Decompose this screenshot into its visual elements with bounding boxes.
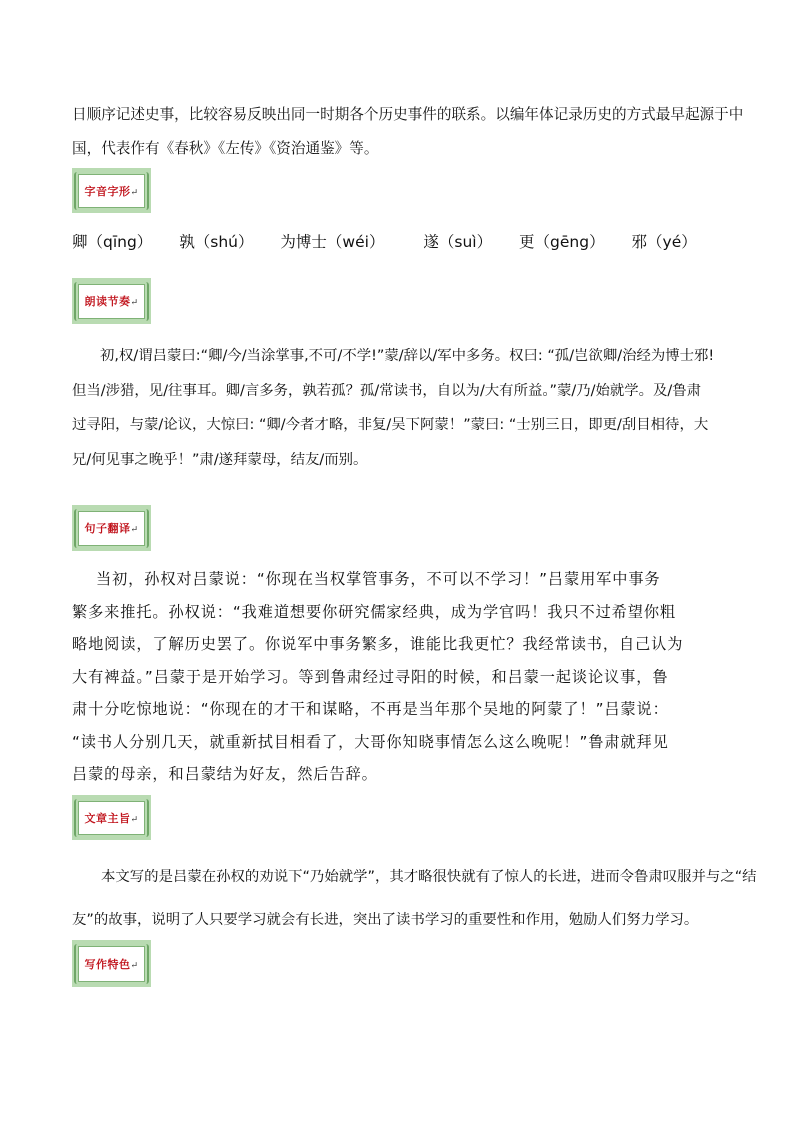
pinyin-list bbox=[72, 230, 722, 252]
pinyin-item: 邪（yé） bbox=[631, 233, 697, 251]
section-label-pronunciation bbox=[72, 168, 151, 213]
intro-line-2: 国，代表作有《春秋》《左传》《资治通鉴》等。 bbox=[72, 140, 379, 157]
section-label-text: 句子翻译 bbox=[84, 522, 131, 535]
section-label-text: 朗读节奏 bbox=[84, 295, 131, 308]
pinyin-item: 孰（shú） bbox=[179, 233, 254, 251]
translation-line: 繁多来推托。孙权说：“我难道想要你研究儒家经典，成为学官吗！我只不过希望你粗 bbox=[72, 602, 677, 621]
rhythm-line: 但当/涉猎，见/往事耳。卿/言多务，孰若孤？孤/常读书，自以为/大有所益。”蒙/乃/始就学。及/鲁肃 bbox=[72, 382, 702, 399]
section-label-writing-features bbox=[72, 940, 151, 987]
pinyin-item: 为博士（wéi） bbox=[280, 233, 385, 251]
section-label-translation bbox=[72, 505, 151, 551]
main-idea-line: 本文写的是吕蒙在孙权的劝说下“乃始就学”，其才略很快就有了惊人的长进，进而令鲁肃叹服并与之“结 bbox=[101, 869, 757, 885]
main-idea-paragraph bbox=[72, 856, 757, 942]
section-label-text: 文章主旨 bbox=[84, 811, 131, 825]
section-label-reading-rhythm bbox=[72, 278, 151, 324]
pinyin-item: 卿（qīng） bbox=[72, 233, 153, 251]
paragraph-mark-icon: ↵ bbox=[130, 814, 139, 825]
reading-rhythm-paragraph bbox=[72, 339, 722, 477]
main-idea-line: 友”的故事，说明了人只要学习就会有长进，突出了读书学习的重要性和作用，勉励人们努力学习。 bbox=[72, 912, 699, 928]
paragraph-mark-icon: ↵ bbox=[130, 960, 139, 971]
section-label-text: 写作特色 bbox=[84, 957, 131, 971]
translation-line: “读书人分别几天，就重新拭目相看了，大哥你知晓事情怎么这么晚呢！”鲁肃就拜见 bbox=[72, 732, 669, 751]
rhythm-line: 初,权/谓吕蒙曰:“卿/今/当涂掌事,不可/不学!”蒙/辞以/军中多务。权曰: “孤/岂欲卿/治经为博士邪! bbox=[100, 348, 715, 364]
translation-paragraph bbox=[72, 563, 722, 791]
paragraph-mark-icon: ↵ bbox=[130, 187, 139, 198]
section-label-text: 字音字形 bbox=[84, 184, 131, 198]
section-label-main-idea bbox=[72, 795, 151, 840]
pinyin-item: 更（gēng） bbox=[519, 233, 605, 251]
paragraph-mark-icon: ↵ bbox=[130, 298, 139, 308]
intro-paragraph bbox=[72, 98, 744, 166]
rhythm-line: 过寻阳，与蒙/论议，大惊曰: “卿/今者才略，非复/吴下阿蒙！”蒙曰: “士别三日，即更/刮目相待，大 bbox=[72, 417, 709, 433]
intro-line-1: 日顺序记述史事，比较容易反映出同一时期各个历史事件的联系。以编年体记录历史的方式最早起源于中 bbox=[72, 106, 744, 123]
translation-line: 大有裨益。”吕蒙于是开始学习。等到鲁肃经过寻阳的时候，和吕蒙一起谈论议事，鲁 bbox=[72, 667, 669, 686]
rhythm-line: 兄/何见事之晚乎！”肃/遂拜蒙母，结友/而别。 bbox=[72, 451, 368, 468]
pinyin-item: 遂（suì） bbox=[423, 233, 493, 251]
translation-line: 肃十分吃惊地说：“你现在的才干和谋略，不再是当年那个吴地的阿蒙了！”吕蒙说： bbox=[72, 700, 669, 718]
paragraph-mark-icon: ↵ bbox=[130, 525, 139, 535]
translation-line: 吕蒙的母亲，和吕蒙结为好友，然后告辞。 bbox=[72, 765, 378, 783]
translation-line: 略地阅读，了解历史罢了。你说军中事务繁多，谁能比我更忙？我经常读书，自己认为 bbox=[72, 635, 684, 653]
translation-line: 当初，孙权对吕蒙说：“你现在当权掌管事务，不可以不学习！”吕蒙用军中事务 bbox=[96, 570, 661, 588]
